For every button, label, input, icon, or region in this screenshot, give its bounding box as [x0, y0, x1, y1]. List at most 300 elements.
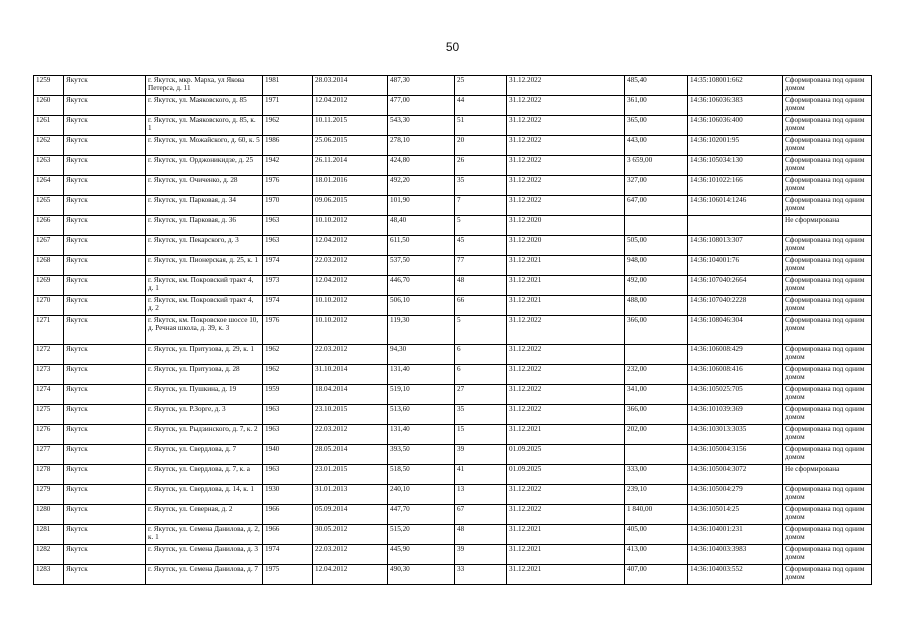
- cell-land-area: [625, 345, 688, 365]
- cell-city: Якутск: [64, 136, 146, 156]
- cell-status: Не сформирована: [783, 465, 872, 485]
- cell-build-year: 1963: [263, 425, 313, 445]
- cell-date: 31.10.2014: [313, 365, 388, 385]
- table-row: [34, 465, 872, 485]
- cell-city: Якутск: [64, 316, 146, 345]
- cell-residents: 6: [455, 365, 507, 385]
- cell-row-number: 1283: [34, 565, 64, 585]
- cell-area: 490,30: [388, 565, 455, 585]
- table-row: [34, 276, 872, 296]
- cell-deadline: 31.12.2022: [507, 76, 625, 96]
- cell-area: 94,30: [388, 345, 455, 365]
- cell-area: 447,70: [388, 505, 455, 525]
- cell-land-area: 407,00: [625, 565, 688, 585]
- cell-row-number: 1279: [34, 485, 64, 505]
- cell-cadastral-number: 14:36:105004:3072: [688, 465, 783, 485]
- cell-build-year: 1986: [263, 136, 313, 156]
- table-row: [34, 365, 872, 385]
- cell-deadline: 31.12.2022: [507, 96, 625, 116]
- cell-row-number: 1269: [34, 276, 64, 296]
- table-row: [34, 316, 872, 345]
- cell-deadline: 31.12.2022: [507, 505, 625, 525]
- cell-residents: 41: [455, 465, 507, 485]
- cell-address: г. Якутск, ул. Свердлова, д. 14, к. 1: [146, 485, 263, 505]
- cell-land-area: 948,00: [625, 256, 688, 276]
- cell-cadastral-number: 14:36:104001:76: [688, 256, 783, 276]
- cell-status: Сформирована под одним домом: [783, 296, 872, 316]
- cell-address: г. Якутск, ул. Р.Зорге, д. 3: [146, 405, 263, 425]
- cell-deadline: 31.12.2021: [507, 545, 625, 565]
- cell-build-year: 1940: [263, 445, 313, 465]
- cell-status: Сформирована под одним домом: [783, 565, 872, 585]
- cell-land-area: 327,00: [625, 176, 688, 196]
- cell-address: г. Якутск, ул. Можайского, д. 60, к. 5: [146, 136, 263, 156]
- cell-status: Сформирована под одним домом: [783, 525, 872, 545]
- cell-status: Сформирована под одним домом: [783, 345, 872, 365]
- cell-status: Сформирована под одним домом: [783, 76, 872, 96]
- cell-row-number: 1272: [34, 345, 64, 365]
- cell-deadline: 31.12.2022: [507, 116, 625, 136]
- cell-deadline: 31.12.2022: [507, 316, 625, 345]
- cell-city: Якутск: [64, 236, 146, 256]
- cell-row-number: 1280: [34, 505, 64, 525]
- cell-date: 23.10.2015: [313, 405, 388, 425]
- cell-build-year: 1974: [263, 296, 313, 316]
- cell-cadastral-number: 14:36:106008:429: [688, 345, 783, 365]
- cell-status: Сформирована под одним домом: [783, 276, 872, 296]
- cell-row-number: 1273: [34, 365, 64, 385]
- cell-row-number: 1268: [34, 256, 64, 276]
- cell-address: г. Якутск, ул. Свердлова, д. 7, к. а: [146, 465, 263, 485]
- cell-city: Якутск: [64, 485, 146, 505]
- table-row: [34, 156, 872, 176]
- cell-land-area: 365,00: [625, 116, 688, 136]
- cell-address: г. Якутск, ул. Пушкина, д. 19: [146, 385, 263, 405]
- cell-row-number: 1270: [34, 296, 64, 316]
- cell-build-year: 1975: [263, 565, 313, 585]
- cell-address: г. Якутск, ул. Свердлова, д. 7: [146, 445, 263, 465]
- cell-cadastral-number: 14:36:101039:369: [688, 405, 783, 425]
- table-row: [34, 565, 872, 585]
- cell-area: 424,80: [388, 156, 455, 176]
- cell-status: Сформирована под одним домом: [783, 365, 872, 385]
- cell-cadastral-number: 14:36:107040:2664: [688, 276, 783, 296]
- cell-address: г. Якутск, мкр. Марха, ул Якова Петерса, д. 11: [146, 76, 263, 96]
- cell-area: 131,40: [388, 425, 455, 445]
- cell-deadline: 31.12.2021: [507, 296, 625, 316]
- cell-area: 513,60: [388, 405, 455, 425]
- cell-build-year: 1962: [263, 365, 313, 385]
- cell-date: 22.03.2012: [313, 545, 388, 565]
- cell-status: Сформирована под одним домом: [783, 96, 872, 116]
- cell-area: 487,30: [388, 76, 455, 96]
- cell-area: 240,10: [388, 485, 455, 505]
- cell-date: 28.05.2014: [313, 445, 388, 465]
- cell-date: 10.10.2012: [313, 296, 388, 316]
- cell-residents: 26: [455, 156, 507, 176]
- cell-build-year: 1966: [263, 525, 313, 545]
- cell-area: 119,30: [388, 316, 455, 345]
- cell-address: г. Якутск, ул. Орджоникидзе, д. 25: [146, 156, 263, 176]
- table-row: [34, 96, 872, 116]
- cell-residents: 7: [455, 196, 507, 216]
- cell-status: Сформирована под одним домом: [783, 485, 872, 505]
- cell-cadastral-number: 14:36:104003:552: [688, 565, 783, 585]
- cell-cadastral-number: 14:36:104003:3983: [688, 545, 783, 565]
- cell-residents: 45: [455, 236, 507, 256]
- cell-land-area: 341,00: [625, 385, 688, 405]
- cell-deadline: 31.12.2021: [507, 425, 625, 445]
- cell-status: Сформирована под одним домом: [783, 405, 872, 425]
- cell-deadline: 31.12.2021: [507, 256, 625, 276]
- cell-build-year: 1974: [263, 256, 313, 276]
- cell-address: г. Якутск, ул. Семена Данилова, д. 2, к. 1: [146, 525, 263, 545]
- cell-residents: 44: [455, 96, 507, 116]
- cell-date: 26.11.2014: [313, 156, 388, 176]
- cell-area: 492,20: [388, 176, 455, 196]
- cell-status: Сформирована под одним домом: [783, 116, 872, 136]
- cell-date: 09.06.2015: [313, 196, 388, 216]
- cell-city: Якутск: [64, 465, 146, 485]
- cell-area: 131,40: [388, 365, 455, 385]
- cell-status: Сформирована под одним домом: [783, 256, 872, 276]
- cell-cadastral-number: 14:36:105014:25: [688, 505, 783, 525]
- cell-row-number: 1277: [34, 445, 64, 465]
- cell-build-year: 1963: [263, 405, 313, 425]
- table-row: [34, 256, 872, 276]
- cell-deadline: 31.12.2022: [507, 345, 625, 365]
- cell-deadline: 31.12.2020: [507, 216, 625, 236]
- cell-cadastral-number: 14:36:106036:400: [688, 116, 783, 136]
- cell-residents: 48: [455, 276, 507, 296]
- cell-residents: 51: [455, 116, 507, 136]
- cell-city: Якутск: [64, 76, 146, 96]
- cell-city: Якутск: [64, 505, 146, 525]
- cell-address: г. Якутск, км. Покровское шоссе 10, д. Речная школа, д. 39, к. 3: [146, 316, 263, 345]
- cell-deadline: 31.12.2022: [507, 136, 625, 156]
- cell-deadline: 31.12.2022: [507, 365, 625, 385]
- cell-residents: 33: [455, 565, 507, 585]
- cell-residents: 66: [455, 296, 507, 316]
- cell-land-area: 366,00: [625, 316, 688, 345]
- cell-land-area: 202,00: [625, 425, 688, 445]
- cell-city: Якутск: [64, 365, 146, 385]
- cell-address: г. Якутск, ул. Пионерская, д. 25, к. 1: [146, 256, 263, 276]
- cell-status: Сформирована под одним домом: [783, 545, 872, 565]
- cell-address: г. Якутск, ул. Парковая, д. 34: [146, 196, 263, 216]
- cell-date: 22.03.2012: [313, 425, 388, 445]
- table-row: [34, 385, 872, 405]
- cell-date: 30.05.2012: [313, 525, 388, 545]
- cell-deadline: 31.12.2022: [507, 156, 625, 176]
- cell-build-year: 1976: [263, 316, 313, 345]
- cell-city: Якутск: [64, 425, 146, 445]
- cell-deadline: 31.12.2022: [507, 485, 625, 505]
- cell-row-number: 1267: [34, 236, 64, 256]
- cell-city: Якутск: [64, 525, 146, 545]
- cell-address: г. Якутск, ул. Семена Данилова, д. 7: [146, 565, 263, 585]
- cell-land-area: 443,00: [625, 136, 688, 156]
- cell-date: 25.06.2015: [313, 136, 388, 156]
- cell-address: г. Якутск, ул. Пекарского, д. 3: [146, 236, 263, 256]
- cell-address: г. Якутск, ул. Северная, д. 2: [146, 505, 263, 525]
- cell-land-area: [625, 216, 688, 236]
- cell-area: 519,10: [388, 385, 455, 405]
- cell-build-year: 1970: [263, 196, 313, 216]
- cell-area: 543,30: [388, 116, 455, 136]
- cell-deadline: 01.09.2025: [507, 445, 625, 465]
- cell-status: Сформирована под одним домом: [783, 236, 872, 256]
- cell-status: Сформирована под одним домом: [783, 316, 872, 345]
- cell-build-year: 1963: [263, 465, 313, 485]
- cell-date: 23.01.2015: [313, 465, 388, 485]
- cell-date: 22.03.2012: [313, 256, 388, 276]
- cell-address: г. Якутск, ул. Маяковского, д. 85: [146, 96, 263, 116]
- cell-status: Сформирована под одним домом: [783, 156, 872, 176]
- cell-cadastral-number: 14:36:104001:231: [688, 525, 783, 545]
- cell-cadastral-number: 14:36:102001:95: [688, 136, 783, 156]
- cell-area: 48,40: [388, 216, 455, 236]
- cell-city: Якутск: [64, 545, 146, 565]
- cell-date: 10.11.2015: [313, 116, 388, 136]
- cell-row-number: 1266: [34, 216, 64, 236]
- cell-date: 10.10.2012: [313, 316, 388, 345]
- cell-area: 537,50: [388, 256, 455, 276]
- cell-area: 515,20: [388, 525, 455, 545]
- cell-area: 518,50: [388, 465, 455, 485]
- cell-city: Якутск: [64, 276, 146, 296]
- table-row: [34, 116, 872, 136]
- cell-address: г. Якутск, ул. Притузова, д. 29, к. 1: [146, 345, 263, 365]
- cell-land-area: 405,00: [625, 525, 688, 545]
- cell-cadastral-number: 14:36:105034:130: [688, 156, 783, 176]
- cell-cadastral-number: [688, 216, 783, 236]
- cell-date: 10.10.2012: [313, 216, 388, 236]
- cell-row-number: 1278: [34, 465, 64, 485]
- cell-city: Якутск: [64, 296, 146, 316]
- cell-cadastral-number: 14:36:101022:166: [688, 176, 783, 196]
- cell-deadline: 31.12.2022: [507, 385, 625, 405]
- cell-row-number: 1259: [34, 76, 64, 96]
- cell-residents: 39: [455, 545, 507, 565]
- cell-residents: 35: [455, 405, 507, 425]
- cell-status: Сформирована под одним домом: [783, 385, 872, 405]
- cell-city: Якутск: [64, 116, 146, 136]
- cell-cadastral-number: 14:36:106036:383: [688, 96, 783, 116]
- cell-cadastral-number: 14:35:108001:662: [688, 76, 783, 96]
- cell-row-number: 1281: [34, 525, 64, 545]
- cell-land-area: 505,00: [625, 236, 688, 256]
- cell-build-year: 1966: [263, 505, 313, 525]
- cell-row-number: 1276: [34, 425, 64, 445]
- cell-row-number: 1265: [34, 196, 64, 216]
- cell-area: 477,00: [388, 96, 455, 116]
- cell-deadline: 31.12.2021: [507, 525, 625, 545]
- table-row: [34, 236, 872, 256]
- cell-residents: 6: [455, 345, 507, 365]
- cell-deadline: 01.09.2025: [507, 465, 625, 485]
- cell-row-number: 1271: [34, 316, 64, 345]
- cell-address: г. Якутск, ул. Парковая, д. 36: [146, 216, 263, 236]
- cell-residents: 5: [455, 216, 507, 236]
- cell-residents: 27: [455, 385, 507, 405]
- cell-row-number: 1263: [34, 156, 64, 176]
- cell-land-area: 3 659,00: [625, 156, 688, 176]
- cell-residents: 25: [455, 76, 507, 96]
- table-row: [34, 296, 872, 316]
- cell-status: Сформирована под одним домом: [783, 445, 872, 465]
- table-row: [34, 216, 872, 236]
- cell-city: Якутск: [64, 256, 146, 276]
- cell-build-year: 1962: [263, 345, 313, 365]
- cell-build-year: 1981: [263, 76, 313, 96]
- cell-residents: 39: [455, 445, 507, 465]
- housing-registry-table: [33, 75, 872, 585]
- cell-status: Сформирована под одним домом: [783, 505, 872, 525]
- cell-deadline: 31.12.2022: [507, 176, 625, 196]
- cell-date: 18.01.2016: [313, 176, 388, 196]
- cell-land-area: 492,00: [625, 276, 688, 296]
- cell-cadastral-number: 14:36:108013:307: [688, 236, 783, 256]
- cell-build-year: 1930: [263, 485, 313, 505]
- table-row: [34, 545, 872, 565]
- cell-date: 22.03.2012: [313, 345, 388, 365]
- cell-city: Якутск: [64, 345, 146, 365]
- table-row: [34, 525, 872, 545]
- cell-deadline: 31.12.2022: [507, 196, 625, 216]
- cell-build-year: 1971: [263, 96, 313, 116]
- cell-row-number: 1260: [34, 96, 64, 116]
- cell-area: 611,50: [388, 236, 455, 256]
- cell-cadastral-number: 14:36:105025:705: [688, 385, 783, 405]
- cell-date: 12.04.2012: [313, 276, 388, 296]
- cell-land-area: 366,00: [625, 405, 688, 425]
- cell-status: Не сформирована: [783, 216, 872, 236]
- cell-residents: 48: [455, 525, 507, 545]
- cell-build-year: 1959: [263, 385, 313, 405]
- cell-area: 101,90: [388, 196, 455, 216]
- cell-cadastral-number: 14:36:103013:3035: [688, 425, 783, 445]
- cell-deadline: 31.12.2021: [507, 565, 625, 585]
- table-row: [34, 76, 872, 96]
- cell-status: Сформирована под одним домом: [783, 425, 872, 445]
- cell-area: 506,10: [388, 296, 455, 316]
- cell-residents: 35: [455, 176, 507, 196]
- cell-area: 445,90: [388, 545, 455, 565]
- cell-row-number: 1275: [34, 405, 64, 425]
- cell-cadastral-number: 14:36:106014:1246: [688, 196, 783, 216]
- cell-city: Якутск: [64, 565, 146, 585]
- cell-city: Якутск: [64, 445, 146, 465]
- table-body: [34, 76, 872, 585]
- cell-city: Якутск: [64, 196, 146, 216]
- cell-area: 446,70: [388, 276, 455, 296]
- cell-build-year: 1962: [263, 116, 313, 136]
- cell-cadastral-number: 14:36:105004:279: [688, 485, 783, 505]
- cell-date: 12.04.2012: [313, 236, 388, 256]
- cell-address: г. Якутск, км. Покровский тракт 4, д. 1: [146, 276, 263, 296]
- cell-residents: 67: [455, 505, 507, 525]
- table-row: [34, 485, 872, 505]
- cell-cadastral-number: 14:36:107040:2228: [688, 296, 783, 316]
- cell-residents: 5: [455, 316, 507, 345]
- cell-date: 12.04.2012: [313, 96, 388, 116]
- cell-address: г. Якутск, ул. Притузова, д. 28: [146, 365, 263, 385]
- cell-row-number: 1282: [34, 545, 64, 565]
- cell-date: 12.04.2012: [313, 565, 388, 585]
- table-row: [34, 505, 872, 525]
- cell-cadastral-number: 14:36:106008:416: [688, 365, 783, 385]
- table-row: [34, 425, 872, 445]
- table-row: [34, 176, 872, 196]
- cell-row-number: 1261: [34, 116, 64, 136]
- cell-address: г. Якутск, ул. Семена Данилова, д. 3: [146, 545, 263, 565]
- cell-deadline: 31.12.2020: [507, 236, 625, 256]
- table-row: [34, 345, 872, 365]
- cell-address: г. Якутск, ул. Маяковского, д. 85, к. 1: [146, 116, 263, 136]
- cell-land-area: 361,00: [625, 96, 688, 116]
- cell-cadastral-number: 14:36:108046:304: [688, 316, 783, 345]
- table-row: [34, 136, 872, 156]
- cell-land-area: 413,00: [625, 545, 688, 565]
- cell-build-year: 1976: [263, 176, 313, 196]
- cell-status: Сформирована под одним домом: [783, 176, 872, 196]
- cell-build-year: 1942: [263, 156, 313, 176]
- cell-city: Якутск: [64, 96, 146, 116]
- table-row: [34, 445, 872, 465]
- cell-deadline: 31.12.2021: [507, 276, 625, 296]
- cell-city: Якутск: [64, 156, 146, 176]
- cell-area: 278,10: [388, 136, 455, 156]
- cell-land-area: 485,40: [625, 76, 688, 96]
- cell-address: г. Якутск, ул. Рыдзинского, д. 7, к. 2: [146, 425, 263, 445]
- cell-land-area: 333,00: [625, 465, 688, 485]
- cell-residents: 20: [455, 136, 507, 156]
- cell-residents: 77: [455, 256, 507, 276]
- cell-row-number: 1274: [34, 385, 64, 405]
- cell-land-area: 232,00: [625, 365, 688, 385]
- cell-build-year: 1974: [263, 545, 313, 565]
- cell-build-year: 1973: [263, 276, 313, 296]
- cell-date: 31.01.2013: [313, 485, 388, 505]
- cell-city: Якутск: [64, 405, 146, 425]
- page-number: 50: [445, 40, 460, 54]
- table-row: [34, 405, 872, 425]
- cell-land-area: 647,00: [625, 196, 688, 216]
- cell-build-year: 1963: [263, 216, 313, 236]
- cell-address: г. Якутск, км. Покровский тракт 4, д. 2: [146, 296, 263, 316]
- cell-land-area: 1 840,00: [625, 505, 688, 525]
- cell-city: Якутск: [64, 216, 146, 236]
- cell-build-year: 1963: [263, 236, 313, 256]
- cell-address: г. Якутск, ул. Очиченко, д. 28: [146, 176, 263, 196]
- cell-area: 393,50: [388, 445, 455, 465]
- cell-row-number: 1264: [34, 176, 64, 196]
- cell-residents: 13: [455, 485, 507, 505]
- cell-date: 18.04.2014: [313, 385, 388, 405]
- cell-city: Якутск: [64, 176, 146, 196]
- cell-row-number: 1262: [34, 136, 64, 156]
- cell-date: 28.03.2014: [313, 76, 388, 96]
- cell-date: 05.09.2014: [313, 505, 388, 525]
- cell-cadastral-number: 14:36:105004:3156: [688, 445, 783, 465]
- cell-city: Якутск: [64, 385, 146, 405]
- table-row: [34, 196, 872, 216]
- cell-residents: 15: [455, 425, 507, 445]
- cell-status: Сформирована под одним домом: [783, 196, 872, 216]
- cell-deadline: 31.12.2022: [507, 405, 625, 425]
- cell-land-area: [625, 445, 688, 465]
